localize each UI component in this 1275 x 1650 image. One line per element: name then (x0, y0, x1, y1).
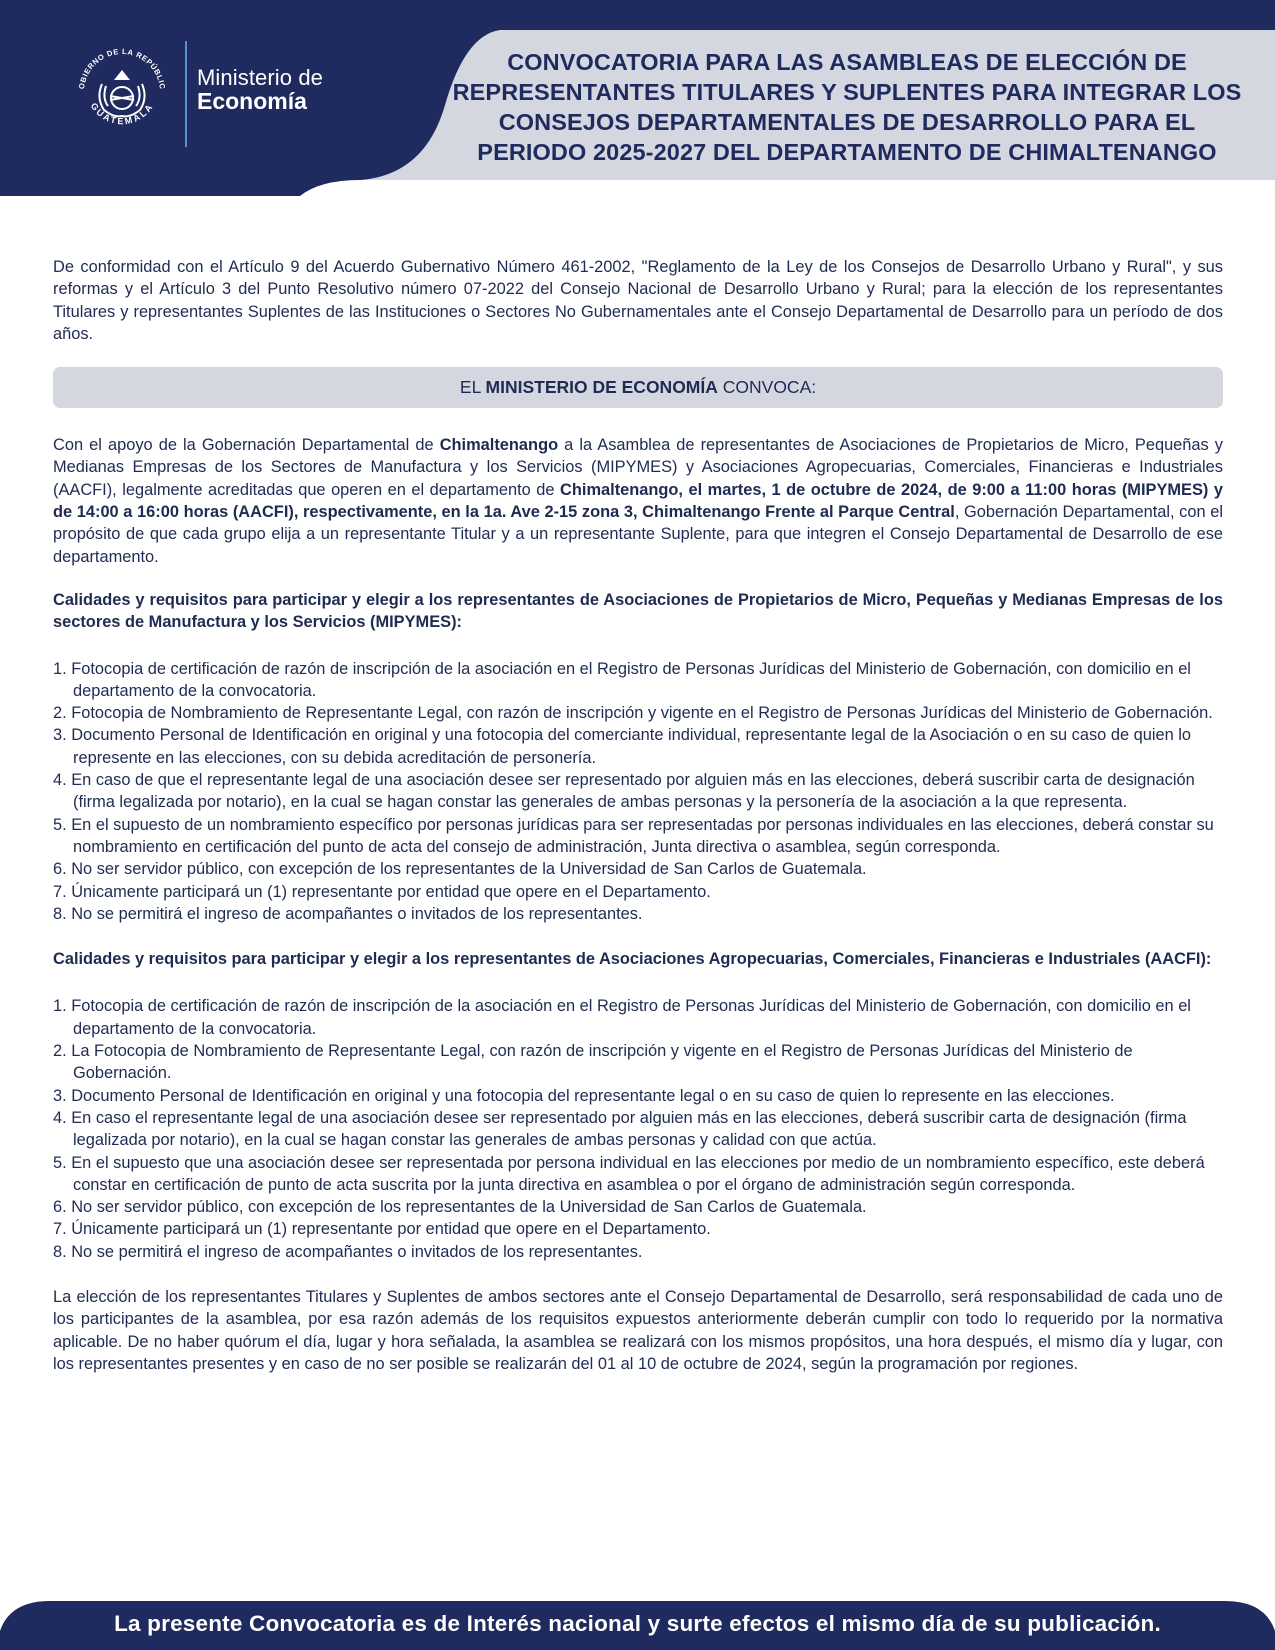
document-body (53, 256, 1223, 1375)
list-item: 4. En caso el representante legal de una asociación desee ser representado por alguien más en las elecciones, deberá suscribir carta de designación (firma legalizada por notario), en la cual se hagan constar las generales de ambas personas y calidad con que actúa. (53, 1108, 1187, 1150)
svg-text:GUATEMALA: GUATEMALA (88, 100, 156, 127)
banner-post: CONVOCA: (717, 377, 817, 398)
banner-pre: EL (459, 377, 486, 398)
coat-of-arms-seal-icon (70, 40, 174, 144)
mipymes-heading: Calidades y requisitos para participar y elegir a los representantes de Asociaciones de Propietarios de Micro, Pequeñas y Medianas Empresas de los sectores de Manufactura y los Servicios (MIPYMES): (53, 590, 1223, 632)
call-text-2: a la Asamblea de representantes de Asociaciones de Propietarios de Micro, Pequeñas y Medianas Empresas de los Sectores de Manufactura y los Servicios (MIPYMES) y Asociaciones Agropecuarias, Comerciales, Financieras e Industriales (AACFI), legalmente acreditadas que operen en el departamento de (53, 436, 1223, 499)
call-bold-1: Chimaltenango (439, 436, 559, 455)
list-item: 6. No ser servidor público, con excepción de los representantes de la Universidad de San Carlos de Guatemala. (53, 1198, 867, 1217)
list-item: 5. En el supuesto que una asociación desee ser representada por persona individual en las elecciones por medio de un nombramiento específico, este deberá constar en certificación de punto de acta suscrita por la junta directiva en asamblea o por el órgano de administración según corresponda. (53, 1153, 1205, 1194)
mipymes-requirements-list (53, 658, 1223, 926)
list-item: 6. No ser servidor público, con excepción de los representantes de la Universidad de San Carlos de Guatemala. (53, 860, 867, 879)
svg-text:GOBIERNO DE LA REPÚBLICA: OBIERNO DE LA REPÚBLIC (77, 46, 167, 91)
logo-divider (185, 41, 187, 147)
list-item: 3. Documento Personal de Identificación en original y una fotocopia del representante legal o en su caso de quien lo represente en las elecciones. (53, 1086, 1115, 1105)
list-item: 4. En caso de que el representante legal de una asociación desee ser representado por alguien más en las elecciones, deberá suscribir carta de designación (firma legalizada por notario), en la cual se hagan constar las generales de ambas personas y la personería de la asociación a la que representa. (53, 771, 1195, 812)
page-title: CONVOCATORIA PARA LAS ASAMBLEAS DE ELECCIÓN DE REPRESENTANTES TITULARES Y SUPLENTES PARA INTEGRAR LOS CONSEJOS DEPARTAMENTALES DE DESARROLLO PARA EL PERIODO 2025-2027 DEL DEPARTAMENTO DE CHIMALTENANGO (452, 49, 1242, 165)
call-paragraph (53, 434, 1223, 568)
list-item: 1. Fotocopia de certificación de razón de inscripción de la asociación en el Registro de Personas Jurídicas del Ministerio de Gobernación, con domicilio en el departamento de la convocatoria. (53, 997, 1191, 1038)
list-item: 1. Fotocopia de certificación de razón de inscripción de la asociación en el Registro de Personas Jurídicas del Ministerio de Gobernación, con domicilio en el departamento de la convocatoria. (53, 659, 1191, 700)
list-item: 8. No se permitirá el ingreso de acompañantes o invitados de los representantes. (53, 1242, 643, 1261)
footer-banner (0, 1601, 1275, 1650)
banner-bold: MINISTERIO DE ECONOMÍA (485, 377, 718, 398)
logo-line-2: Economía (197, 88, 307, 115)
list-item: 7. Únicamente participará un (1) representante por entidad que opere en el Departamento. (53, 1220, 711, 1239)
logo-line-1: Ministerio de (197, 65, 324, 90)
call-text-3: , Gobernación Departamental, con el propósito de que cada grupo elija a un representante Titular y a un representante Suplente, para que integren el Consejo Departamental de Desarrollo de ese departamento. (53, 503, 1223, 566)
convoca-banner (53, 367, 1223, 408)
footer-text: La presente Convocatoria es de Interés nacional y surte efectos el mismo día de su publicación. (114, 1611, 1161, 1636)
header (0, 0, 1275, 196)
list-item: 8. No se permitirá el ingreso de acompañantes o invitados de los representantes. (53, 904, 643, 923)
aacfi-heading: Calidades y requisitos para participar y elegir a los representantes de Asociaciones Agropecuarias, Comerciales, Financieras e Industriales (AACFI): (53, 950, 1212, 969)
list-item: 3. Documento Personal de Identificación en original y una fotocopia del comerciante individual, representante legal de la Asociación o en su caso de quien lo represente en las elecciones, con su debida acreditación de personería. (53, 726, 1192, 767)
ministry-logo (197, 66, 323, 113)
list-item: 2. La Fotocopia de Nombramiento de Representante Legal, con razón de inscripción y vigente en el Registro de Personas Jurídicas del Ministerio de Gobernación. (53, 1042, 1133, 1083)
call-text-1: Con el apoyo de la Gobernación Departamental de (53, 436, 440, 455)
closing-paragraph: La elección de los representantes Titulares y Suplentes de ambos sectores ante el Consejo Departamental de Desarrollo, será responsabilidad de cada uno de los participantes de la asamblea, por esa razón además de los requisitos expuestos anteriormente deberán cumplir con todo lo requerido por la normativa aplicable. De no haber quórum el día, lugar y hora señalada, la asamblea se realizará con los mismos propósitos, una hora después, el mismo día y lugar, con los representantes presentes y en caso de no ser posible se realizarán del 01 al 10 de octubre de 2024, según la programación por regiones. (53, 1287, 1223, 1373)
list-item: 7. Únicamente participará un (1) representante por entidad que opere en el Departamento. (53, 882, 711, 901)
aacfi-requirements-list (53, 995, 1223, 1263)
list-item: 2. Fotocopia de Nombramiento de Representante Legal, con razón de inscripción y vigente en el Registro de Personas Jurídicas del Ministerio de Gobernación. (53, 704, 1213, 723)
call-bold-2: Chimaltenango, el martes, 1 de octubre de 2024, de 9:00 a 11:00 horas (MIPYMES) y de 14:00 a 16:00 horas (AACFI), respectivamente, en la 1a. Ave 2-15 zona 3, Chimaltenango Frente al Parque Central (53, 480, 1223, 522)
list-item: 5. En el supuesto de un nombramiento específico por personas jurídicas para ser representadas por personas individuales en las elecciones, deberá constar su nombramiento en certificación del punto de acta del consejo de administración, Junta directiva o asamblea, según corresponda. (53, 815, 1214, 856)
intro-paragraph: De conformidad con el Artículo 9 del Acuerdo Gubernativo Número 461-2002, "Reglamento de la Ley de los Consejos de Desarrollo Urbano y Rural", y sus reformas y el Artículo 3 del Punto Resolutivo número 07-2022 del Consejo Nacional de Desarrollo Urbano y Rural; para la elección de los representantes Titulares y representantes Suplentes de las Instituciones o Sectores No Gubernamentales ante el Consejo Departamental de Desarrollo para un período de dos años. (53, 258, 1223, 343)
